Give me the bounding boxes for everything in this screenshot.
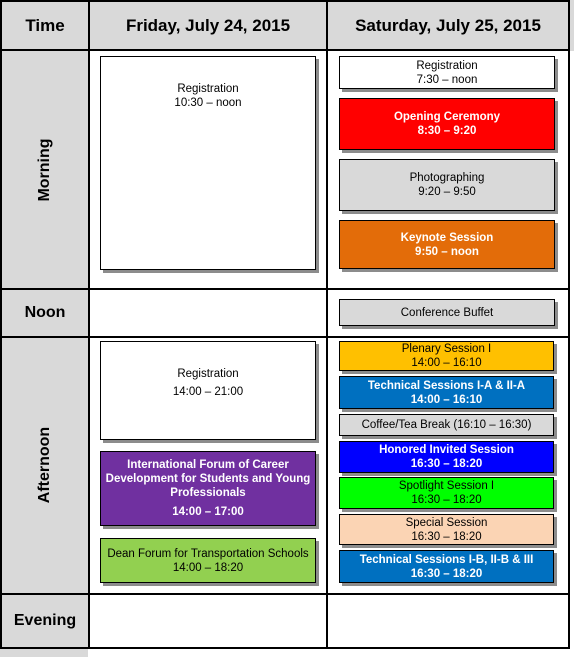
event-title: Technical Sessions I-B, II-B & III	[359, 553, 534, 566]
event-time: 8:30 – 9:20	[417, 125, 477, 137]
event-dean-forum	[100, 538, 316, 583]
event-time: 16:30 – 18:20	[411, 530, 482, 543]
event-friday-registration-morning	[100, 56, 316, 270]
grid-line	[0, 0, 2, 649]
grid-line	[568, 0, 570, 649]
row-label-evening: Evening	[13, 612, 77, 629]
event-title: Keynote Session	[400, 231, 494, 244]
event-saturday-registration	[339, 56, 555, 89]
event-time: 14:00 – 18:20	[172, 561, 244, 574]
grid-line	[0, 288, 570, 290]
event-conference-buffet	[339, 299, 555, 326]
event-time: 9:20 – 9:50	[418, 186, 476, 198]
grid-line	[0, 336, 570, 338]
event-title: Registration	[177, 368, 239, 380]
event-title: Honored Invited Session	[379, 444, 514, 456]
event-time: 9:50 – noon	[415, 245, 479, 258]
event-time: 14:00 – 21:00	[172, 386, 244, 398]
event-time: 7:30 – noon	[416, 73, 478, 86]
event-keynote-session	[339, 220, 555, 269]
event-title: Photographing	[409, 172, 485, 184]
header-friday: Friday, July 24, 2015	[125, 15, 291, 35]
event-time: 16:30 – 18:20	[410, 567, 483, 580]
event-time: 14:00 – 17:00	[172, 506, 244, 518]
event-title: Spotlight Session I	[398, 480, 495, 492]
event-special-session	[339, 514, 554, 545]
event-photographing	[339, 159, 555, 211]
header-time: Time	[25, 15, 65, 35]
event-title: Registration	[416, 59, 478, 72]
event-title: Opening Ceremony	[393, 111, 501, 123]
row-label-afternoon: Afternoon	[36, 426, 53, 504]
row-label-noon: Noon	[24, 304, 66, 321]
grid-line	[88, 0, 90, 649]
event-time: 16:30 – 18:20	[411, 494, 482, 506]
event-plenary-session	[339, 341, 554, 371]
header-saturday: Saturday, July 25, 2015	[355, 15, 541, 35]
event-technical-sessions-a	[339, 376, 554, 409]
event-title: Dean Forum for Transportation Schools	[107, 547, 309, 560]
event-time: 10:30 – noon	[174, 97, 242, 109]
event-title: Technical Sessions I-A & II-A	[367, 379, 526, 392]
grid-line	[0, 647, 570, 649]
event-title: Conference Buffet	[400, 306, 494, 319]
event-title: Coffee/Tea Break (16:10 – 16:30)	[361, 419, 532, 431]
grid-line	[0, 593, 570, 595]
event-honored-invited-session	[339, 441, 554, 473]
event-opening-ceremony	[339, 98, 555, 150]
event-coffee-break	[339, 414, 554, 436]
event-time: 14:00 – 16:10	[411, 357, 482, 369]
event-friday-registration-afternoon	[100, 341, 316, 440]
event-title: International Forum of Career Development for Students and Young Professionals	[105, 459, 311, 499]
event-international-forum	[100, 451, 316, 526]
grid-line	[326, 0, 328, 649]
event-title: Plenary Session I	[401, 343, 492, 355]
event-spotlight-session	[339, 477, 554, 509]
row-label-morning: Morning	[36, 138, 53, 202]
event-technical-sessions-b	[339, 550, 554, 583]
event-title: Registration	[177, 83, 239, 95]
grid-line	[0, 0, 570, 2]
event-time: 14:00 – 16:10	[410, 393, 483, 406]
grid-line	[0, 49, 570, 51]
event-title: Special Session	[405, 516, 488, 529]
event-time: 16:30 – 18:20	[410, 458, 483, 470]
